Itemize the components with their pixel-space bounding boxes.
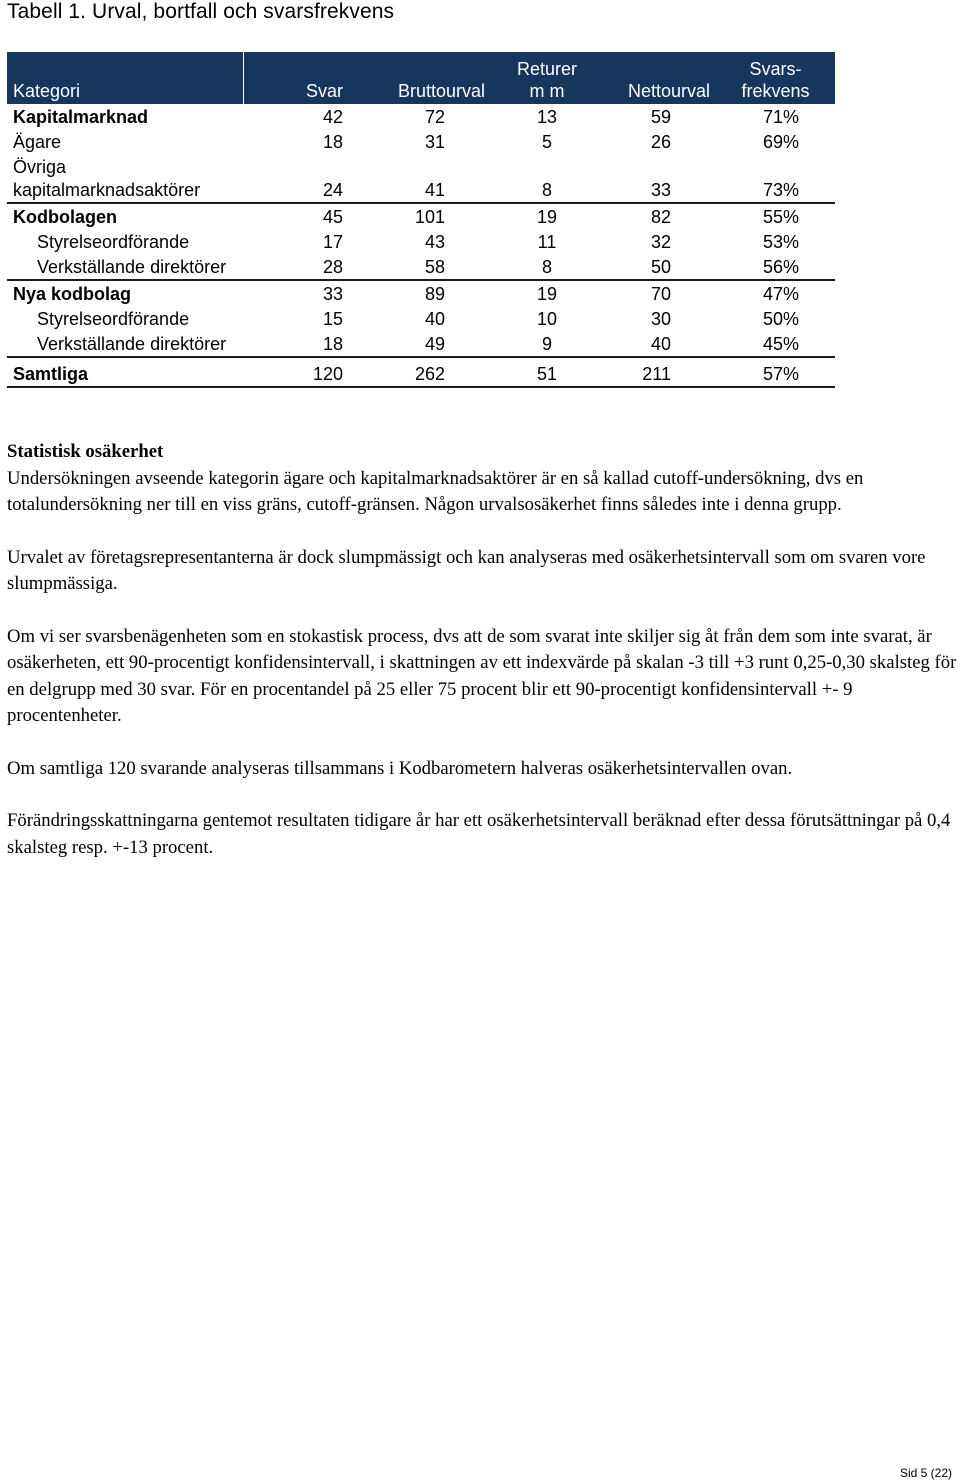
cell-svar: 120: [243, 357, 347, 387]
cell-svarsfrekvens: 56%: [716, 254, 835, 280]
cell-kategori: Styrelseordförande: [37, 232, 190, 252]
cell-nettourval: 59: [650, 107, 671, 127]
cell-svar: 18: [322, 132, 343, 152]
table-title: Tabell 1. Urval, bortfall och svarsfrekvens: [7, 0, 395, 23]
table-header-row: [7, 52, 835, 104]
table-row: [7, 254, 835, 280]
header-svar: Svar: [243, 52, 347, 104]
header-returer: [491, 52, 603, 104]
cell-svarsfrekvens: 69%: [762, 132, 799, 152]
table-row-total: [7, 357, 835, 387]
cell-returer: 8: [491, 254, 603, 280]
cell-svarsfrekvens: 45%: [716, 331, 835, 357]
cell-nettourval: 211: [603, 357, 716, 387]
cell-svarsfrekvens: 50%: [762, 309, 799, 329]
cell-bruttourval: 262: [347, 357, 491, 387]
cell-kategori: Kapitalmarknad: [13, 107, 149, 127]
cell-svarsfrekvens: 57%: [716, 357, 835, 387]
cell-bruttourval: 49: [347, 331, 491, 357]
cell-svarsfrekvens: 53%: [762, 232, 799, 252]
cell-svar: 24: [243, 154, 347, 203]
cell-svar: 17: [322, 232, 343, 252]
cell-kategori: Kodbolagen: [13, 207, 117, 227]
cell-returer: 9: [491, 331, 603, 357]
cell-nettourval: 32: [650, 232, 671, 252]
table-row: [7, 306, 835, 331]
statistical-uncertainty-section: [7, 439, 957, 887]
cell-svar: 45: [322, 207, 343, 227]
cell-bruttourval: 58: [347, 254, 491, 280]
cell-returer: 10: [536, 309, 558, 329]
cell-svar: 18: [243, 331, 347, 357]
paragraph: Urvalet av företagsrepresentanterna är dock slumpmässigt och kan analyseras med osäkerhetsintervall som om svaren vore slumpmässiga.: [7, 546, 926, 594]
cell-bruttourval: 43: [424, 232, 445, 252]
table-row: [7, 203, 835, 229]
cell-returer: 5: [541, 132, 552, 152]
cell-returer: 19: [536, 207, 558, 227]
header-kategori: Kategori: [7, 52, 243, 104]
cell-kategori: Nya kodbolag: [13, 284, 132, 304]
cell-kategori: Ägare: [13, 132, 62, 152]
header-returer-line1: Returer: [516, 59, 578, 79]
table-row: [7, 331, 835, 357]
cell-kategori-line2: kapitalmarknadsaktörer: [13, 180, 201, 200]
cell-nettourval: 26: [650, 132, 671, 152]
header-svarsfrekvens: [716, 52, 835, 104]
cell-nettourval: 50: [603, 254, 716, 280]
paragraph: Om samtliga 120 svarande analyseras tillsammans i Kodbarometern halveras osäkerhetsintervallen ovan.: [7, 757, 793, 779]
cell-returer: 13: [536, 107, 558, 127]
header-svarsfrekvens-line1: Svars-: [749, 59, 802, 79]
cell-kategori: Samtliga: [7, 357, 243, 387]
cell-svarsfrekvens: 47%: [762, 284, 799, 304]
cell-kategori: Verkställande direktörer: [7, 331, 243, 357]
response-rate-table: [7, 52, 835, 388]
cell-returer: 11: [537, 232, 557, 252]
cell-kategori: Verkställande direktörer: [7, 254, 243, 280]
header-returer-line2: m m: [529, 81, 565, 101]
cell-svarsfrekvens: 71%: [762, 107, 799, 127]
cell-svarsfrekvens: 55%: [762, 207, 799, 227]
cell-svar: 15: [322, 309, 343, 329]
cell-kategori-line1: Övriga: [13, 157, 67, 177]
cell-svar: 33: [322, 284, 343, 304]
cell-nettourval: 30: [650, 309, 671, 329]
cell-kategori: Styrelseordförande: [37, 309, 190, 329]
header-nettourval: Nettourval: [603, 52, 716, 104]
cell-kategori: [7, 154, 243, 203]
cell-svar: 42: [322, 107, 343, 127]
cell-nettourval: 82: [650, 207, 671, 227]
cell-svarsfrekvens: 73%: [716, 154, 835, 203]
cell-bruttourval: 31: [424, 132, 445, 152]
paragraph: Undersökningen avseende kategorin ägare och kapitalmarknadsaktörer är en så kallad cutoff-undersökning, dvs en totalundersökning ner till en viss gräns, cutoff-gränsen. Någon urvalsosäkerhet finns således inte i denna grupp.: [7, 467, 864, 515]
table-row: [7, 129, 835, 154]
cell-nettourval: 40: [603, 331, 716, 357]
cell-bruttourval: 72: [424, 107, 445, 127]
cell-nettourval: 70: [650, 284, 671, 304]
header-bruttourval: Bruttourval: [347, 52, 491, 104]
cell-bruttourval: 101: [414, 207, 445, 227]
paragraph: Om vi ser svarsbenägenheten som en stokastisk process, dvs att de som svarat inte skiljer sig åt från dem som inte svarat, är osäkerheten, ett 90-procentigt konfidensintervall, i skattningen av ett indexvärde på skalan -3 till +3 runt 0,25-0,30 skalsteg för en delgrupp med 30 svar. För en procentandel på 25 eller 75 procent blir ett 90-procentigt konfidensintervall +- 9 procentenheter.: [7, 625, 957, 726]
cell-bruttourval: 89: [424, 284, 445, 304]
cell-nettourval: 33: [603, 154, 716, 203]
cell-returer: 8: [491, 154, 603, 203]
cell-svar: 28: [243, 254, 347, 280]
table-row: [7, 280, 835, 306]
paragraph: Förändringsskattningarna gentemot resultaten tidigare år har ett osäkerhetsintervall beräknad efter dessa förutsättningar på 0,4 skalsteg resp. +-13 procent.: [7, 810, 951, 858]
cell-bruttourval: 41: [347, 154, 491, 203]
table-row: [7, 229, 835, 254]
table-row: [7, 154, 835, 203]
cell-bruttourval: 40: [424, 309, 445, 329]
page-number: Sid 5 (22): [899, 1466, 952, 1480]
section-heading: Statistisk osäkerhet: [7, 441, 164, 462]
cell-returer: 51: [491, 357, 603, 387]
cell-returer: 19: [536, 284, 558, 304]
table-row: [7, 104, 835, 129]
header-svarsfrekvens-line2: frekvens: [741, 81, 810, 101]
